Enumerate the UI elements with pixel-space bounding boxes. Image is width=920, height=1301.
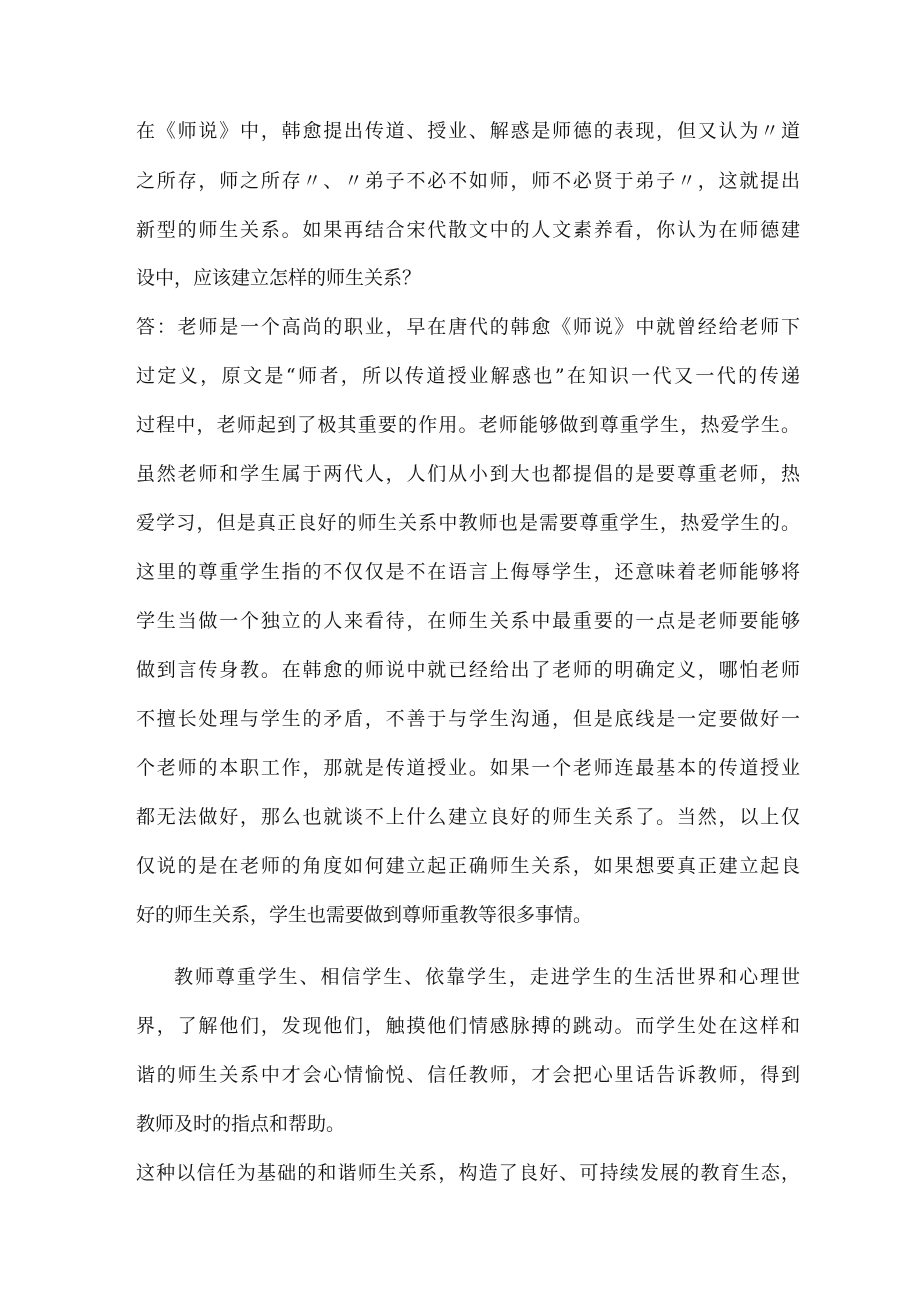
- paragraph-line: 教师尊重学生、相信学生、依靠学生，走进学生的生活世界和心理世: [174, 966, 800, 988]
- answer-line: 虽然老师和学生属于两代人，人们从小到大也都提倡的是要尊重老师，热: [136, 463, 800, 485]
- paragraph-line: 这种以信任为基础的和谐师生关系，构造了良好、可持续发展的教育生态，: [136, 1162, 800, 1184]
- answer-line: 这里的尊重学生指的不仅仅是不在语言上侮辱学生，还意味着老师能够将: [136, 561, 800, 583]
- answer-line: 过程中，老师起到了极其重要的作用。老师能够做到尊重学生，热爱学生。: [136, 414, 800, 436]
- answer-line: 个老师的本职工作，那就是传道授业。如果一个老师连最基本的传道授业: [136, 757, 800, 779]
- answer-line: 爱学习，但是真正良好的师生关系中教师也是需要尊重学生，热爱学生的。: [136, 512, 800, 534]
- answer-line: 仅说的是在老师的角度如何建立起正确师生关系，如果想要真正建立起良: [136, 855, 800, 877]
- paragraph-line: 谐的师生关系中才会心情愉悦、信任教师，才会把心里话告诉教师，得到: [136, 1064, 800, 1086]
- question-line: 在《师说》中，韩愈提出传道、授业、解惑是师德的表现，但又认为〃道: [136, 120, 800, 142]
- answer-line: 过定义，原文是“师者，所以传道授业解惑也”在知识一代又一代的传递: [136, 365, 800, 387]
- paragraph-line: 教师及时的指点和帮助。: [136, 1113, 346, 1135]
- answer-line: 好的师生关系，学生也需要做到尊师重教等很多事情。: [136, 904, 593, 926]
- question-line: 设中，应该建立怎样的师生关系？: [136, 267, 422, 289]
- answer-line: 学生当做一个独立的人来看待，在师生关系中最重要的一点是老师要能够: [136, 610, 800, 632]
- question-line: 新型的师生关系。如果再结合宋代散文中的人文素养看，你认为在师德建: [136, 219, 800, 241]
- answer-line: 不擅长处理与学生的矛盾，不善于与学生沟通，但是底线是一定要做好一: [136, 708, 800, 730]
- answer-line: 都无法做好，那么也就谈不上什么建立良好的师生关系了。当然，以上仅: [136, 806, 800, 828]
- question-line: 之所存，师之所存〃、〃弟子不必不如师，师不必贤于弟子〃，这就提出: [136, 170, 800, 192]
- paragraph-line: 界，了解他们，发现他们，触摸他们情感脉搏的跳动。而学生处在这样和: [136, 1015, 800, 1037]
- answer-line: 做到言传身教。在韩愈的师说中就已经给出了老师的明确定义，哪怕老师: [136, 659, 800, 681]
- answer-line: 答：老师是一个高尚的职业，早在唐代的韩愈《师说》中就曾经给老师下: [136, 316, 800, 338]
